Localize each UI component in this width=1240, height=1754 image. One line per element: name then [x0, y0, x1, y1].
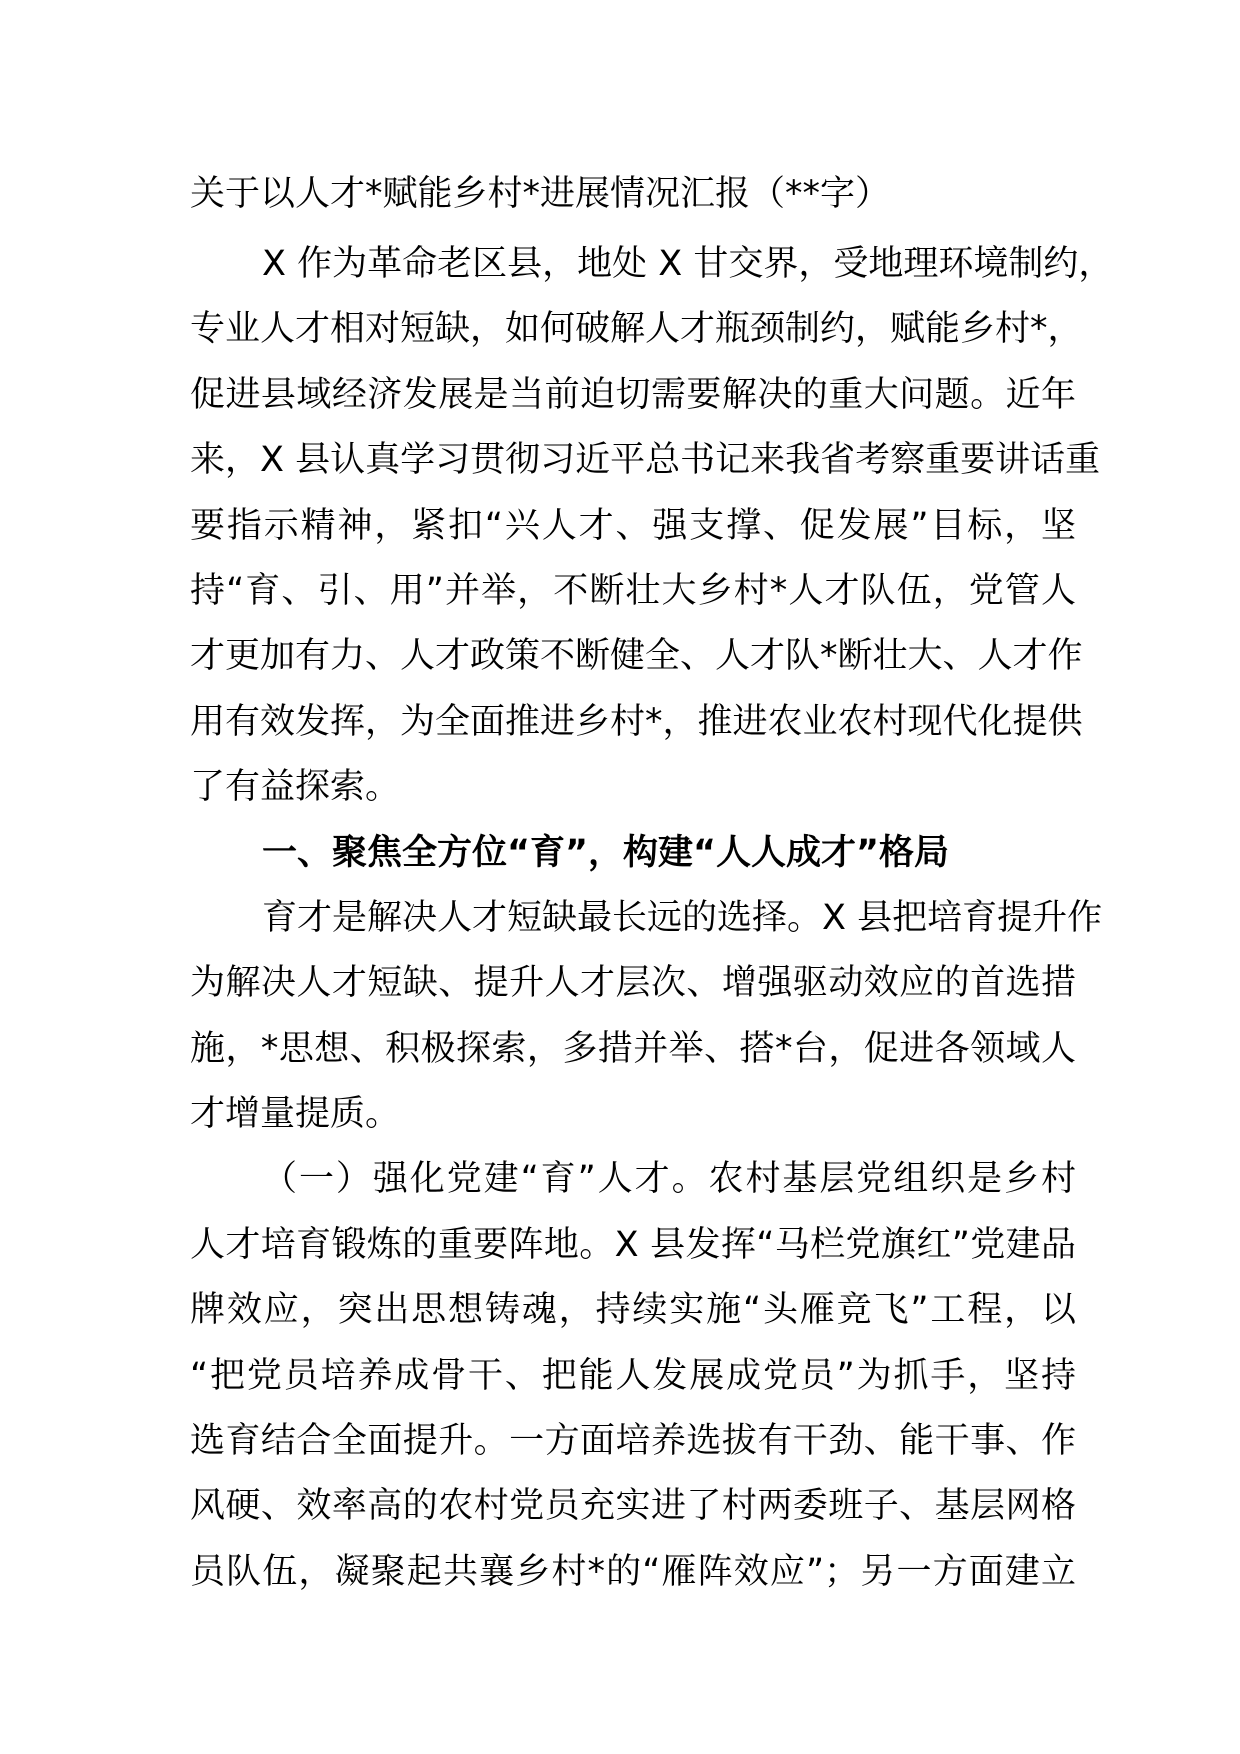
paragraph-line: X 作为革命老区县，地处 X 甘交界，受地理环境制约， — [262, 244, 1114, 284]
paragraph-line: 选育结合全面提升。一方面培养选拔有干劲、能干事、作 — [190, 1421, 1076, 1462]
paragraph-line: 员队伍，凝聚起共襄乡村*的“雁阵效应”；另一方面建立 — [190, 1551, 1076, 1592]
document-title: 关于以人才*赋能乡村*进展情况汇报（**字） — [190, 174, 891, 214]
paragraph-line: 风硬、效率高的农村党员充实进了村两委班子、基层网格 — [190, 1486, 1076, 1527]
paragraph-line: 用有效发挥，为全面推进乡村*，推进农业农村现代化提供 — [190, 701, 1083, 742]
paragraph-line: “把党员培养成骨干、把能人发展成党员”为抓手，坚持 — [190, 1355, 1076, 1396]
paragraph-line: 专业人才相对短缺，如何破解人才瓶颈制约，赋能乡村*， — [190, 309, 1083, 350]
paragraph-line: 要指示精神，紧扣“兴人才、强支撑、促发展”目标，坚 — [190, 505, 1076, 546]
paragraph-line: 了有益探索。 — [190, 767, 401, 808]
paragraph-line: （一）强化党建“育”人才。农村基层党组织是乡村 — [262, 1159, 1076, 1200]
paragraph-line: 来，X 县认真学习贯彻习近平总书记来我省考察重要讲话重 — [190, 440, 1101, 481]
paragraph-line: 才更加有力、人才政策不断健全、人才队*断壮大、人才作 — [190, 636, 1083, 677]
paragraph-line: 才增量提质。 — [190, 1094, 401, 1135]
paragraph-line: 持“育、引、用”并举，不断壮大乡村*人才队伍，党管人 — [190, 570, 1076, 611]
section-heading: 一、聚焦全方位“育”，构建“人人成才”格局 — [262, 832, 950, 873]
paragraph-line: 施，*思想、积极探索，多措并举、搭*台，促进各领域人 — [190, 1028, 1076, 1069]
paragraph-line: 人才培育锻炼的重要阵地。X 县发挥“马栏党旗红”党建品 — [190, 1224, 1076, 1265]
paragraph-line: 育才是解决人才短缺最长远的选择。X 县把培育提升作 — [262, 897, 1103, 938]
paragraph-line: 促进县域经济发展是当前迫切需要解决的重大问题。近年 — [190, 374, 1076, 415]
document-body — [190, 232, 1114, 1605]
paragraph-line: 牌效应，突出思想铸魂，持续实施“头雁竞飞”工程，以 — [190, 1290, 1076, 1331]
paragraph-line: 为解决人才短缺、提升人才层次、增强驱动效应的首选措 — [190, 963, 1076, 1004]
